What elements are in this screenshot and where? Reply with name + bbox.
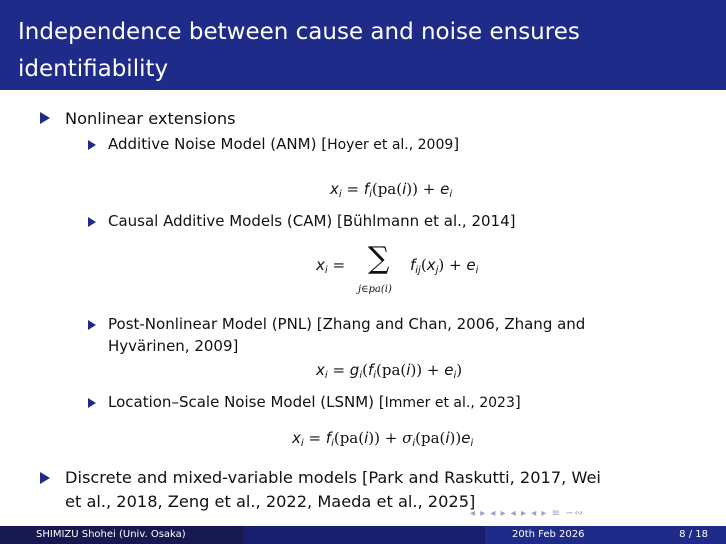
anm-close: ]: [453, 135, 460, 153]
lsnm-equation: $x_i = f_i(pa(i)) + \sigma_i(pa(i))e_i$: [292, 429, 474, 449]
pnl-item-line2: Hyvärinen, 2009]: [108, 337, 239, 355]
discrete-models-item-line2: et al., 2018, Zeng et al., 2022, Maeda et al., 2025]: [65, 492, 476, 511]
lsnm-close: ]: [514, 393, 521, 411]
slide-title: Independence between cause and noise ensures identifiability: [18, 19, 580, 82]
lsnm-item: [108, 391, 521, 414]
footer-page-number: 8 / 18: [679, 529, 708, 540]
anm-item: [108, 133, 459, 156]
summation-subscript: j∈pa(i): [358, 284, 392, 295]
footer-date: 20th Feb 2026: [512, 529, 585, 540]
footer-middle-section: [243, 526, 485, 544]
anm-citation: Hoyer et al., 2009: [327, 137, 454, 153]
navigation-symbols[interactable]: ◂ ▸ ◂ ▸ ◂ ▸ ◂ ▸ ≡ ∽∾: [470, 508, 584, 519]
sub-bullet-triangle-icon: [88, 320, 96, 330]
cam-equation-rhs: $f_{ij}(x_j) + e_i$: [410, 256, 479, 276]
sub-bullet-triangle-icon: [88, 140, 96, 150]
bullet-triangle-icon: [40, 472, 50, 484]
pnl-item-line1: Post-Nonlinear Model (PNL) [Zhang and Chan, 2006, Zhang and: [108, 315, 586, 333]
summation-symbol: ∑: [368, 241, 390, 276]
anm-equation: $x_i = f_i(pa(i)) + e_i$: [330, 180, 453, 200]
anm-label: Additive Noise Model (ANM) [: [108, 135, 328, 153]
footer-bar: [0, 526, 726, 544]
footer-right-section: [485, 526, 726, 544]
footer-author-section: [0, 526, 243, 544]
bullet-triangle-icon: [40, 112, 50, 124]
lsnm-label: Location–Scale Noise Model (LSNM) [: [108, 393, 385, 411]
lsnm-citation: Immer et al., 2023: [384, 395, 515, 411]
cam-equation-lhs: $x_i$ =: [316, 256, 346, 276]
sub-bullet-triangle-icon: [88, 398, 96, 408]
cam-item: Causal Additive Models (CAM) [Bühlmann et al., 2014]: [108, 212, 516, 230]
pnl-equation: $x_i = g_i(f_i(pa(i)) + e_i)$: [316, 361, 463, 381]
footer-author: SHIMIZU Shohei (Univ. Osaka): [36, 529, 186, 540]
nonlinear-extensions-item: Nonlinear extensions: [65, 109, 236, 128]
discrete-models-item-line1: Discrete and mixed-variable models [Park and Raskutti, 2017, Wei: [65, 468, 601, 487]
sub-bullet-triangle-icon: [88, 217, 96, 227]
